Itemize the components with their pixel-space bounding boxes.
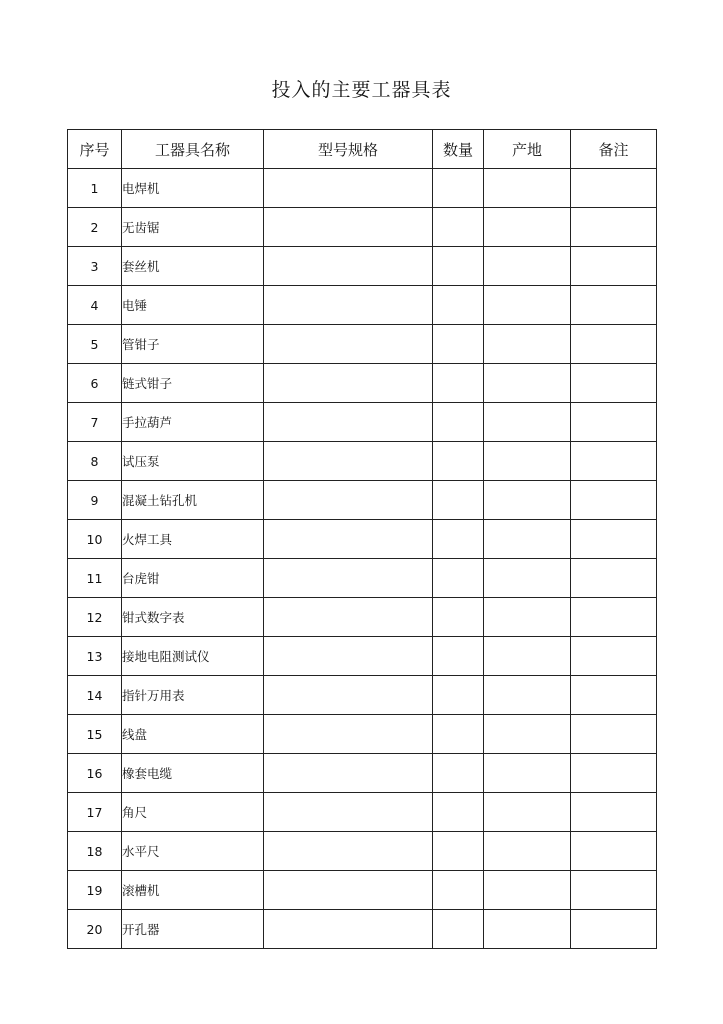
table-row [68, 676, 657, 715]
row-origin-cell [484, 559, 571, 598]
row-remarks-cell [571, 247, 657, 286]
table-body [68, 169, 657, 949]
row-model-cell [264, 169, 433, 208]
row-index-cell: 12 [68, 598, 122, 637]
table-row [68, 208, 657, 247]
row-model-cell [264, 520, 433, 559]
row-quantity-cell [433, 793, 484, 832]
row-name-cell: 无齿锯 [122, 208, 264, 247]
row-quantity-cell [433, 442, 484, 481]
row-index-cell: 2 [68, 208, 122, 247]
row-origin-cell [484, 676, 571, 715]
row-index-cell: 1 [68, 169, 122, 208]
table-row [68, 871, 657, 910]
row-name-cell: 套丝机 [122, 247, 264, 286]
row-index-cell: 14 [68, 676, 122, 715]
row-remarks-cell [571, 325, 657, 364]
row-name-cell: 滚槽机 [122, 871, 264, 910]
row-name-cell: 火焊工具 [122, 520, 264, 559]
table-row [68, 364, 657, 403]
row-quantity-cell [433, 559, 484, 598]
row-quantity-cell [433, 715, 484, 754]
row-name-cell: 台虎钳 [122, 559, 264, 598]
row-index-cell: 9 [68, 481, 122, 520]
row-remarks-cell [571, 676, 657, 715]
table-row [68, 520, 657, 559]
table-header-row [68, 130, 657, 169]
table-row [68, 325, 657, 364]
table-row [68, 715, 657, 754]
table-row [68, 286, 657, 325]
row-origin-cell [484, 715, 571, 754]
row-origin-cell [484, 871, 571, 910]
row-index-cell: 3 [68, 247, 122, 286]
row-quantity-cell [433, 481, 484, 520]
row-remarks-cell [571, 442, 657, 481]
row-index-cell: 20 [68, 910, 122, 949]
row-origin-cell [484, 364, 571, 403]
row-index-cell: 4 [68, 286, 122, 325]
row-model-cell [264, 754, 433, 793]
row-origin-cell [484, 169, 571, 208]
row-model-cell [264, 832, 433, 871]
row-origin-cell [484, 481, 571, 520]
row-origin-cell [484, 247, 571, 286]
row-name-cell: 混凝土钻孔机 [122, 481, 264, 520]
row-origin-cell [484, 793, 571, 832]
row-model-cell [264, 871, 433, 910]
row-quantity-cell [433, 364, 484, 403]
page-title: 投入的主要工器具表 [271, 79, 452, 101]
header-remarks: 备注 [571, 130, 657, 169]
row-remarks-cell [571, 715, 657, 754]
header-name: 工器具名称 [122, 130, 264, 169]
table-row [68, 910, 657, 949]
row-quantity-cell [433, 637, 484, 676]
table-row [68, 247, 657, 286]
table-row [68, 442, 657, 481]
row-quantity-cell [433, 325, 484, 364]
row-model-cell [264, 403, 433, 442]
row-remarks-cell [571, 481, 657, 520]
row-origin-cell [484, 403, 571, 442]
row-name-cell: 电焊机 [122, 169, 264, 208]
row-origin-cell [484, 442, 571, 481]
row-model-cell [264, 637, 433, 676]
table-row [68, 598, 657, 637]
row-index-cell: 16 [68, 754, 122, 793]
row-remarks-cell [571, 793, 657, 832]
row-quantity-cell [433, 832, 484, 871]
row-quantity-cell [433, 754, 484, 793]
row-model-cell [264, 286, 433, 325]
row-index-cell: 5 [68, 325, 122, 364]
row-quantity-cell [433, 520, 484, 559]
row-index-cell: 15 [68, 715, 122, 754]
row-name-cell: 角尺 [122, 793, 264, 832]
row-index-cell: 18 [68, 832, 122, 871]
row-model-cell [264, 910, 433, 949]
row-remarks-cell [571, 910, 657, 949]
table-row [68, 832, 657, 871]
row-index-cell: 19 [68, 871, 122, 910]
table-row [68, 169, 657, 208]
row-remarks-cell [571, 559, 657, 598]
row-quantity-cell [433, 208, 484, 247]
header-quantity: 数量 [433, 130, 484, 169]
row-name-cell: 链式钳子 [122, 364, 264, 403]
row-model-cell [264, 442, 433, 481]
row-remarks-cell [571, 754, 657, 793]
row-origin-cell [484, 520, 571, 559]
row-origin-cell [484, 208, 571, 247]
row-index-cell: 6 [68, 364, 122, 403]
row-index-cell: 8 [68, 442, 122, 481]
row-origin-cell [484, 598, 571, 637]
row-model-cell [264, 208, 433, 247]
row-index-cell: 7 [68, 403, 122, 442]
row-remarks-cell [571, 403, 657, 442]
row-quantity-cell [433, 169, 484, 208]
row-remarks-cell [571, 598, 657, 637]
row-remarks-cell [571, 286, 657, 325]
row-quantity-cell [433, 286, 484, 325]
header-origin: 产地 [484, 130, 571, 169]
table-row [68, 754, 657, 793]
table-row [68, 481, 657, 520]
table-row [68, 403, 657, 442]
row-model-cell [264, 364, 433, 403]
row-index-cell: 11 [68, 559, 122, 598]
row-model-cell [264, 598, 433, 637]
row-model-cell [264, 793, 433, 832]
row-origin-cell [484, 754, 571, 793]
row-name-cell: 指针万用表 [122, 676, 264, 715]
tools-table [67, 129, 657, 949]
row-remarks-cell [571, 208, 657, 247]
row-model-cell [264, 481, 433, 520]
row-model-cell [264, 247, 433, 286]
row-model-cell [264, 559, 433, 598]
row-remarks-cell [571, 637, 657, 676]
row-name-cell: 管钳子 [122, 325, 264, 364]
row-quantity-cell [433, 598, 484, 637]
row-origin-cell [484, 832, 571, 871]
row-model-cell [264, 676, 433, 715]
row-name-cell: 接地电阻测试仪 [122, 637, 264, 676]
row-quantity-cell [433, 247, 484, 286]
row-name-cell: 手拉葫芦 [122, 403, 264, 442]
row-index-cell: 10 [68, 520, 122, 559]
row-quantity-cell [433, 871, 484, 910]
header-index: 序号 [68, 130, 122, 169]
row-quantity-cell [433, 910, 484, 949]
header-model: 型号规格 [264, 130, 433, 169]
row-remarks-cell [571, 832, 657, 871]
row-name-cell: 试压泵 [122, 442, 264, 481]
row-name-cell: 电锤 [122, 286, 264, 325]
row-quantity-cell [433, 676, 484, 715]
table-row [68, 793, 657, 832]
row-name-cell: 橡套电缆 [122, 754, 264, 793]
row-index-cell: 17 [68, 793, 122, 832]
row-origin-cell [484, 637, 571, 676]
table-row [68, 559, 657, 598]
row-index-cell: 13 [68, 637, 122, 676]
row-origin-cell [484, 286, 571, 325]
row-remarks-cell [571, 364, 657, 403]
row-remarks-cell [571, 520, 657, 559]
row-name-cell: 钳式数字表 [122, 598, 264, 637]
row-origin-cell [484, 325, 571, 364]
row-name-cell: 开孔器 [122, 910, 264, 949]
row-model-cell [264, 715, 433, 754]
row-name-cell: 线盘 [122, 715, 264, 754]
row-name-cell: 水平尺 [122, 832, 264, 871]
table-row [68, 637, 657, 676]
row-model-cell [264, 325, 433, 364]
row-remarks-cell [571, 169, 657, 208]
row-origin-cell [484, 910, 571, 949]
row-remarks-cell [571, 871, 657, 910]
row-quantity-cell [433, 403, 484, 442]
